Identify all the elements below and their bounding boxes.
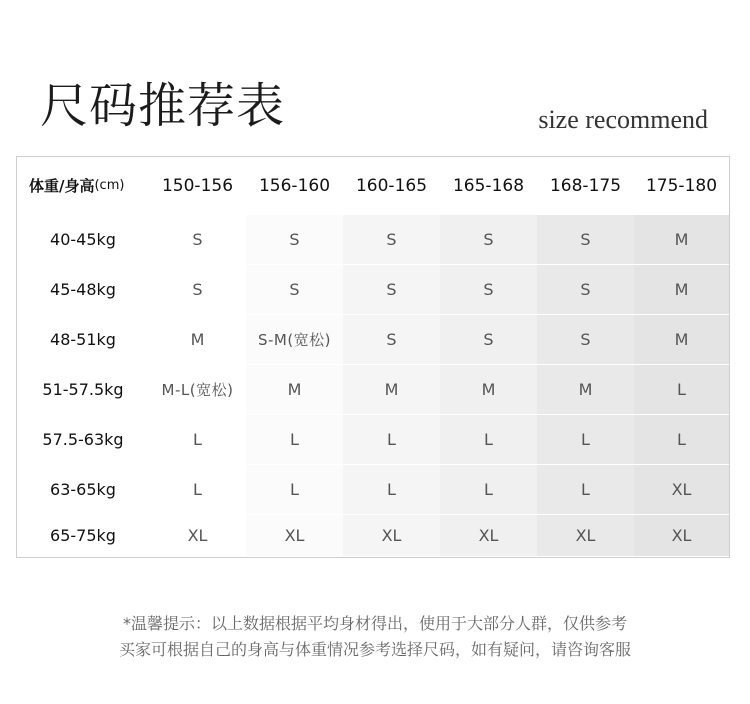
size-cell: M: [634, 265, 729, 315]
size-cell: XL: [634, 465, 729, 515]
size-cell: S: [440, 315, 537, 365]
size-cell: L: [440, 465, 537, 515]
size-cell: L: [537, 465, 634, 515]
weight-row-label: 40-45kg: [17, 215, 149, 265]
size-cell: S: [440, 265, 537, 315]
page-title: 尺码推荐表: [40, 78, 286, 134]
size-cell: S: [246, 265, 343, 315]
height-column-header: 160-165: [343, 157, 440, 215]
size-cell: L: [149, 465, 246, 515]
weight-row-label: 57.5-63kg: [17, 415, 149, 465]
height-column-header: 156-160: [246, 157, 343, 215]
size-cell: S: [537, 265, 634, 315]
size-cell: L: [634, 365, 729, 415]
size-cell: XL: [246, 515, 343, 557]
weight-row-label: 51-57.5kg: [17, 365, 149, 415]
size-cell: XL: [343, 515, 440, 557]
size-cell: S: [149, 265, 246, 315]
size-cell: XL: [149, 515, 246, 557]
size-cell: S-M(宽松): [246, 315, 343, 365]
size-cell: XL: [440, 515, 537, 557]
weight-row-label: 48-51kg: [17, 315, 149, 365]
size-cell: L: [343, 415, 440, 465]
size-cell: M: [634, 315, 729, 365]
size-cell: L: [246, 415, 343, 465]
size-cell: S: [537, 215, 634, 265]
weight-row-label: 45-48kg: [17, 265, 149, 315]
size-cell: L: [246, 465, 343, 515]
footer-note-line-1: *温馨提示：以上数据根据平均身材得出，使用于大部分人群，仅供参考: [122, 614, 627, 633]
corner-label: 体重/身高: [29, 177, 95, 195]
size-cell: L: [149, 415, 246, 465]
weight-row-label: 63-65kg: [17, 465, 149, 515]
size-cell: M: [440, 365, 537, 415]
size-cell: S: [343, 315, 440, 365]
size-cell: M: [634, 215, 729, 265]
size-cell: M-L(宽松): [149, 365, 246, 415]
height-column-header: 168-175: [537, 157, 634, 215]
page-subtitle: size recommend: [538, 105, 708, 134]
size-cell: L: [440, 415, 537, 465]
size-cell: M: [343, 365, 440, 415]
size-cell: L: [537, 415, 634, 465]
size-cell: S: [246, 215, 343, 265]
size-cell: S: [343, 265, 440, 315]
size-cell: XL: [537, 515, 634, 557]
size-cell: L: [343, 465, 440, 515]
size-table: [16, 156, 730, 558]
size-cell: M: [149, 315, 246, 365]
corner-unit: (cm): [94, 178, 125, 193]
table-corner-header: [17, 157, 149, 215]
size-cell: S: [343, 215, 440, 265]
size-cell: S: [537, 315, 634, 365]
size-cell: M: [246, 365, 343, 415]
height-column-header: 150-156: [149, 157, 246, 215]
size-cell: L: [634, 415, 729, 465]
size-cell: M: [537, 365, 634, 415]
height-column-header: 165-168: [440, 157, 537, 215]
size-cell: XL: [634, 515, 729, 557]
height-column-header: 175-180: [634, 157, 729, 215]
weight-row-label: 65-75kg: [17, 515, 149, 557]
footer-note-line-2: 买家可根据自己的身高与体重情况参考选择尺码，如有疑问，请咨询客服: [118, 640, 631, 659]
size-cell: S: [440, 215, 537, 265]
size-cell: S: [149, 215, 246, 265]
